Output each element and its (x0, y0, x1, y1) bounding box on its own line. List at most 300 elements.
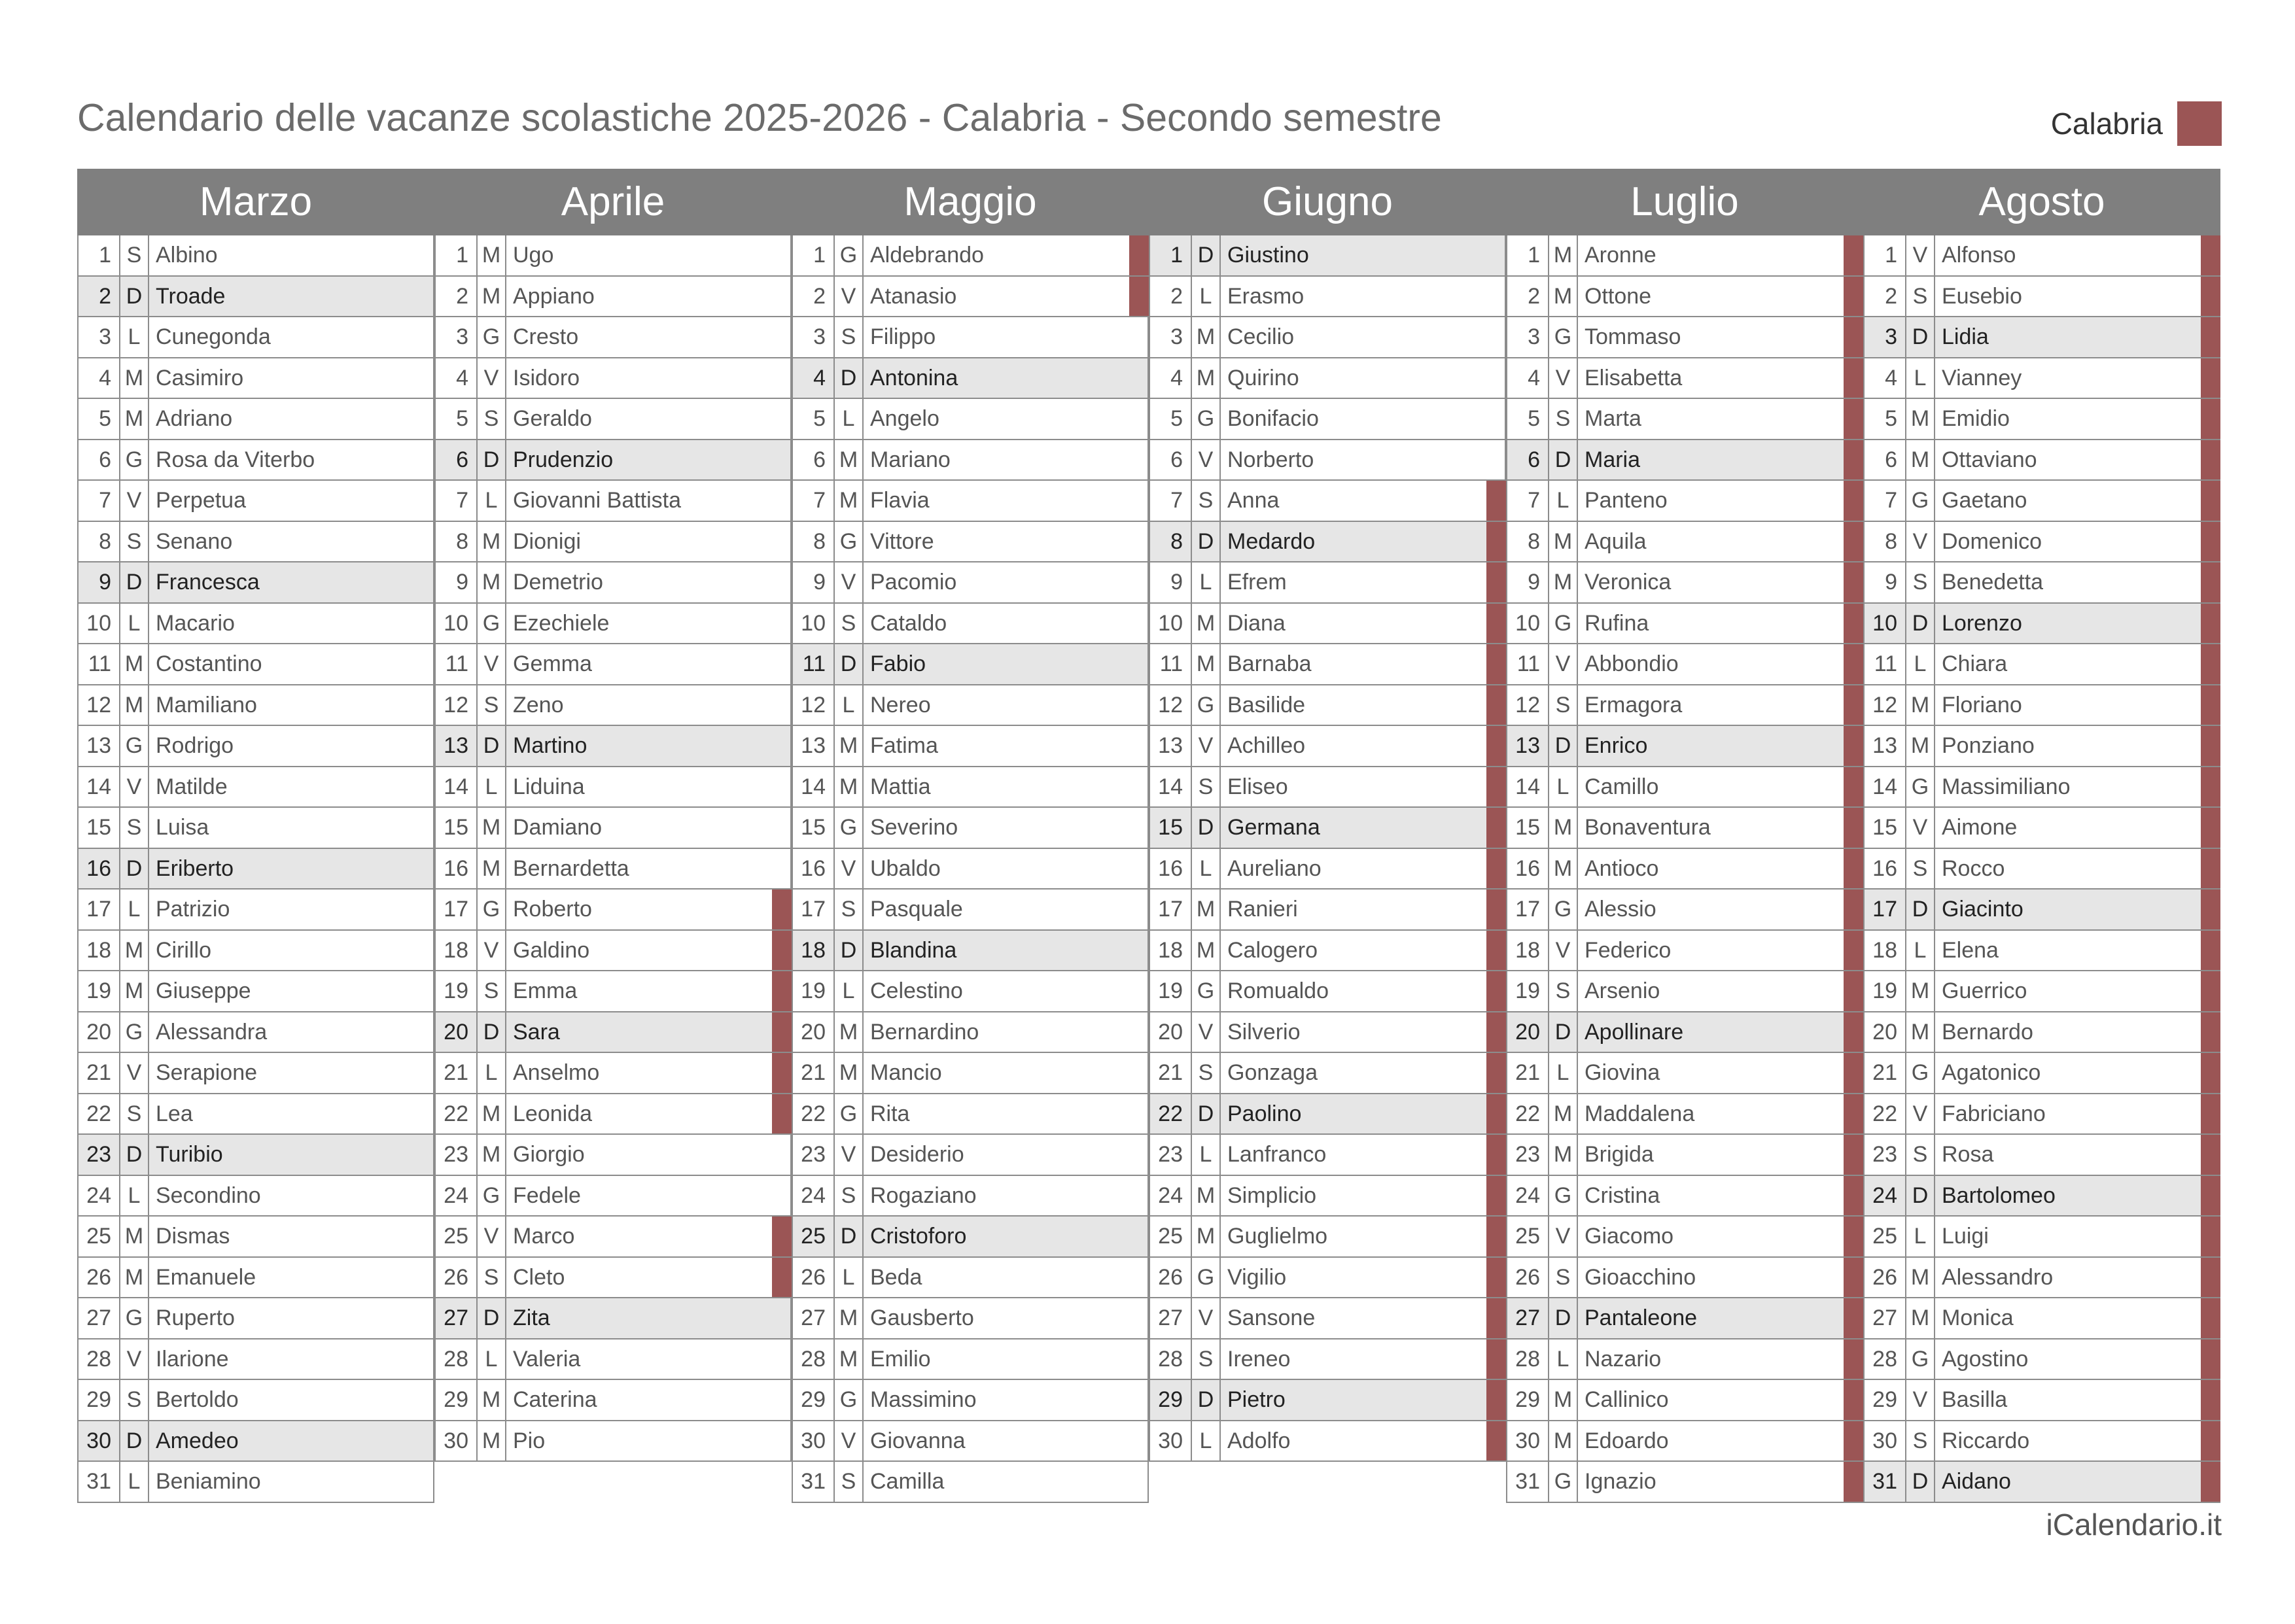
weekday-letter: L (1549, 1339, 1578, 1379)
saint-name: Adolfo (1221, 1421, 1506, 1461)
day-number: 31 (1507, 1462, 1549, 1502)
day-number: 17 (793, 890, 835, 929)
day-row (434, 971, 792, 1012)
saint-name: Erasmo (1221, 277, 1506, 317)
day-number: 10 (1150, 604, 1192, 644)
weekday-letter: D (835, 931, 864, 971)
day-row (792, 1012, 1149, 1054)
saint-name: Giovanna (864, 1421, 1149, 1461)
day-row (1506, 1094, 1863, 1135)
day-row (1506, 644, 1863, 685)
day-row (792, 931, 1149, 972)
day-number: 28 (1150, 1339, 1192, 1379)
holiday-marker (1844, 277, 1863, 317)
day-number: 12 (436, 685, 478, 725)
weekday-letter: D (1549, 1298, 1578, 1338)
day-number: 21 (1865, 1053, 1906, 1093)
day-number: 12 (1150, 685, 1192, 725)
holiday-marker (2201, 644, 2220, 684)
day-row (77, 481, 434, 522)
day-row (434, 1421, 792, 1462)
day-row (1506, 440, 1863, 481)
day-number: 25 (1507, 1217, 1549, 1256)
weekday-letter: M (1549, 277, 1578, 317)
saint-name: Gemma (506, 644, 792, 684)
day-number: 11 (1507, 644, 1549, 684)
day-row (1506, 1135, 1863, 1176)
weekday-letter: V (1192, 726, 1221, 766)
saint-name: Rosa da Viterbo (149, 440, 434, 480)
day-row (77, 808, 434, 849)
day-row (792, 522, 1149, 563)
day-number: 15 (436, 808, 478, 848)
saint-name: Norberto (1221, 440, 1506, 480)
weekday-letter: G (478, 604, 506, 644)
day-row (1149, 235, 1506, 277)
day-number: 29 (1865, 1380, 1906, 1420)
weekday-letter: D (120, 1421, 149, 1461)
day-number: 15 (1507, 808, 1549, 848)
saint-name: Bertoldo (149, 1380, 434, 1420)
holiday-marker (2201, 1380, 2220, 1420)
weekday-letter: D (1549, 1012, 1578, 1052)
day-row (77, 1217, 434, 1258)
day-number: 15 (1865, 808, 1906, 848)
weekday-letter: D (835, 644, 864, 684)
holiday-marker (1844, 1462, 1863, 1502)
weekday-letter: M (1906, 971, 1935, 1011)
day-row (1506, 358, 1863, 400)
saint-name: Emidio (1935, 399, 2220, 439)
weekday-letter: S (1192, 767, 1221, 807)
day-row (1149, 358, 1506, 400)
weekday-letter: D (120, 277, 149, 317)
weekday-letter: G (1549, 1176, 1578, 1216)
weekday-letter: M (120, 931, 149, 971)
day-number: 2 (79, 277, 120, 317)
day-row (434, 522, 792, 563)
saint-name: Fedele (506, 1176, 792, 1216)
saint-name: Antonina (864, 358, 1149, 398)
saint-name: Ottone (1578, 277, 1863, 317)
saint-name: Aldebrando (864, 235, 1149, 275)
weekday-letter: M (835, 440, 864, 480)
day-number: 13 (793, 726, 835, 766)
weekday-letter: M (1549, 1135, 1578, 1175)
saint-name: Caterina (506, 1380, 792, 1420)
weekday-letter: V (835, 849, 864, 889)
weekday-letter: L (835, 685, 864, 725)
day-row (1506, 971, 1863, 1012)
day-row (1863, 849, 2220, 890)
weekday-letter: L (1906, 358, 1935, 398)
saint-name: Alfonso (1935, 235, 2220, 275)
month-header: Aprile (434, 169, 792, 235)
footer-brand: iCalendario.it (2046, 1508, 2222, 1542)
holiday-marker (1844, 522, 1863, 562)
legend (2051, 101, 2222, 147)
day-row (792, 726, 1149, 767)
day-number: 28 (436, 1339, 478, 1379)
day-row (434, 1094, 792, 1135)
day-row (1863, 931, 2220, 972)
holiday-marker (1486, 971, 1506, 1011)
day-number: 24 (1150, 1176, 1192, 1216)
holiday-marker (1844, 726, 1863, 766)
saint-name: Nereo (864, 685, 1149, 725)
saint-name: Bonifacio (1221, 399, 1506, 439)
day-row (434, 317, 792, 358)
holiday-marker (1486, 604, 1506, 644)
saint-name: Mariano (864, 440, 1149, 480)
day-number: 1 (1865, 235, 1906, 275)
day-row (1506, 481, 1863, 522)
saint-name: Bonaventura (1578, 808, 1863, 848)
day-row (434, 808, 792, 849)
weekday-letter: S (1906, 1421, 1935, 1461)
day-number: 7 (79, 481, 120, 521)
day-row (434, 1298, 792, 1339)
day-number: 22 (793, 1094, 835, 1134)
day-number: 14 (1150, 767, 1192, 807)
day-number: 9 (1150, 562, 1192, 602)
day-row (77, 235, 434, 277)
weekday-letter: D (478, 440, 506, 480)
saint-name: Bernardo (1935, 1012, 2220, 1052)
weekday-letter: V (1549, 931, 1578, 971)
day-number: 11 (1150, 644, 1192, 684)
day-number: 8 (1150, 522, 1192, 562)
day-row (1149, 1217, 1506, 1258)
day-row (792, 767, 1149, 808)
weekday-letter: L (1192, 849, 1221, 889)
day-list (77, 235, 434, 1503)
day-number: 13 (436, 726, 478, 766)
saint-name: Eriberto (149, 849, 434, 889)
saint-name: Maddalena (1578, 1094, 1863, 1134)
holiday-marker (2201, 481, 2220, 521)
saint-name: Callinico (1578, 1380, 1863, 1420)
month-column-giugno (1149, 169, 1506, 1462)
day-row (77, 358, 434, 400)
day-number: 26 (793, 1258, 835, 1298)
day-number: 28 (793, 1339, 835, 1379)
saint-name: Guglielmo (1221, 1217, 1506, 1256)
saint-name: Patrizio (149, 890, 434, 929)
weekday-letter: G (1549, 890, 1578, 929)
holiday-marker (1129, 235, 1149, 275)
saint-name: Alessandro (1935, 1258, 2220, 1298)
day-row (77, 1012, 434, 1054)
saint-name: Efrem (1221, 562, 1506, 602)
holiday-marker (2201, 1012, 2220, 1052)
holiday-marker (1844, 1094, 1863, 1134)
weekday-letter: V (1549, 358, 1578, 398)
saint-name: Apollinare (1578, 1012, 1863, 1052)
weekday-letter: S (835, 1176, 864, 1216)
day-row (1149, 1012, 1506, 1054)
saint-name: Germana (1221, 808, 1506, 848)
saint-name: Abbondio (1578, 644, 1863, 684)
day-number: 11 (79, 644, 120, 684)
weekday-letter: S (120, 1380, 149, 1420)
day-number: 1 (436, 235, 478, 275)
weekday-letter: V (478, 358, 506, 398)
day-row (77, 890, 434, 931)
holiday-marker (1844, 1176, 1863, 1216)
saint-name: Silverio (1221, 1012, 1506, 1052)
day-number: 9 (1507, 562, 1549, 602)
day-row (1149, 1380, 1506, 1421)
day-row (792, 235, 1149, 277)
day-row (77, 440, 434, 481)
day-number: 27 (793, 1298, 835, 1338)
holiday-marker (1486, 1176, 1506, 1216)
day-number: 26 (436, 1258, 478, 1298)
day-number: 12 (1865, 685, 1906, 725)
holiday-marker (1486, 808, 1506, 848)
day-row (77, 1298, 434, 1339)
saint-name: Filippo (864, 317, 1149, 357)
weekday-letter: D (835, 358, 864, 398)
saint-name: Rogaziano (864, 1176, 1149, 1216)
saint-name: Zeno (506, 685, 792, 725)
weekday-letter: V (478, 1217, 506, 1256)
holiday-marker (1486, 1380, 1506, 1420)
day-number: 2 (1507, 277, 1549, 317)
saint-name: Aimone (1935, 808, 2220, 848)
day-number: 27 (1507, 1298, 1549, 1338)
saint-name: Ottaviano (1935, 440, 2220, 480)
day-number: 30 (1507, 1421, 1549, 1461)
weekday-letter: M (120, 358, 149, 398)
weekday-letter: V (1906, 808, 1935, 848)
day-row (1863, 1339, 2220, 1381)
weekday-letter: M (478, 1421, 506, 1461)
month-header: Agosto (1863, 169, 2220, 235)
weekday-letter: L (1906, 931, 1935, 971)
weekday-letter: M (1906, 399, 1935, 439)
day-row (77, 644, 434, 685)
weekday-letter: M (1192, 604, 1221, 644)
day-number: 14 (436, 767, 478, 807)
saint-name: Isidoro (506, 358, 792, 398)
day-number: 31 (79, 1462, 120, 1502)
day-number: 13 (1150, 726, 1192, 766)
saint-name: Turibio (149, 1135, 434, 1175)
day-row (434, 1339, 792, 1381)
saint-name: Cecilio (1221, 317, 1506, 357)
day-number: 13 (79, 726, 120, 766)
holiday-marker (2201, 1053, 2220, 1093)
day-number: 19 (793, 971, 835, 1011)
day-number: 31 (1865, 1462, 1906, 1502)
saint-name: Demetrio (506, 562, 792, 602)
weekday-letter: S (835, 317, 864, 357)
holiday-marker (2201, 1339, 2220, 1379)
day-row (1863, 1053, 2220, 1094)
weekday-letter: V (1906, 1380, 1935, 1420)
day-number: 8 (436, 522, 478, 562)
day-row (1506, 1298, 1863, 1339)
weekday-letter: L (835, 1258, 864, 1298)
day-number: 21 (793, 1053, 835, 1093)
day-row (792, 808, 1149, 849)
weekday-letter: V (835, 1135, 864, 1175)
day-number: 29 (436, 1380, 478, 1420)
day-number: 18 (79, 931, 120, 971)
weekday-letter: S (1549, 1258, 1578, 1298)
weekday-letter: G (1192, 685, 1221, 725)
holiday-marker (1844, 1217, 1863, 1256)
day-row (792, 440, 1149, 481)
day-number: 11 (436, 644, 478, 684)
day-row (1149, 685, 1506, 727)
saint-name: Vigilio (1221, 1258, 1506, 1298)
weekday-letter: G (1549, 317, 1578, 357)
holiday-marker (1844, 317, 1863, 357)
weekday-letter: S (835, 1462, 864, 1502)
saint-name: Quirino (1221, 358, 1506, 398)
saint-name: Edoardo (1578, 1421, 1863, 1461)
weekday-letter: S (835, 604, 864, 644)
saint-name: Alessandra (149, 1012, 434, 1052)
saint-name: Dionigi (506, 522, 792, 562)
day-row (434, 481, 792, 522)
day-number: 22 (1507, 1094, 1549, 1134)
saint-name: Luisa (149, 808, 434, 848)
day-number: 12 (793, 685, 835, 725)
day-number: 20 (1150, 1012, 1192, 1052)
day-number: 24 (79, 1176, 120, 1216)
holiday-marker (1486, 726, 1506, 766)
holiday-marker (2201, 726, 2220, 766)
weekday-letter: V (1192, 440, 1221, 480)
holiday-marker (1486, 1094, 1506, 1134)
saint-name: Fatima (864, 726, 1149, 766)
day-row (1506, 767, 1863, 808)
day-number: 20 (79, 1012, 120, 1052)
holiday-marker (2201, 931, 2220, 971)
weekday-letter: D (1192, 808, 1221, 848)
saint-name: Basilla (1935, 1380, 2220, 1420)
weekday-letter: G (120, 440, 149, 480)
saint-name: Giacinto (1935, 890, 2220, 929)
weekday-letter: M (1906, 685, 1935, 725)
day-number: 14 (1507, 767, 1549, 807)
weekday-letter: G (1906, 1053, 1935, 1093)
day-number: 9 (436, 562, 478, 602)
day-row (77, 277, 434, 318)
saint-name: Flavia (864, 481, 1149, 521)
day-row (1506, 522, 1863, 563)
day-number: 28 (79, 1339, 120, 1379)
weekday-letter: M (1549, 1380, 1578, 1420)
day-row (434, 1380, 792, 1421)
day-row (1149, 1176, 1506, 1217)
weekday-letter: S (1192, 481, 1221, 521)
day-row (1149, 644, 1506, 685)
weekday-letter: D (835, 1217, 864, 1256)
day-number: 8 (1507, 522, 1549, 562)
day-row (1506, 931, 1863, 972)
saint-name: Vianney (1935, 358, 2220, 398)
day-number: 26 (1507, 1258, 1549, 1298)
saint-name: Amedeo (149, 1421, 434, 1461)
holiday-marker (2201, 1217, 2220, 1256)
weekday-letter: L (835, 971, 864, 1011)
saint-name: Barnaba (1221, 644, 1506, 684)
day-number: 3 (1150, 317, 1192, 357)
day-list (434, 235, 792, 1462)
day-row (1506, 1380, 1863, 1421)
day-row (792, 604, 1149, 645)
weekday-letter: V (1906, 522, 1935, 562)
holiday-marker (1486, 1135, 1506, 1175)
holiday-marker (2201, 971, 2220, 1011)
day-row (1149, 481, 1506, 522)
weekday-letter: S (1549, 685, 1578, 725)
holiday-marker (1486, 1053, 1506, 1093)
weekday-letter: M (120, 971, 149, 1011)
day-row (792, 1380, 1149, 1421)
weekday-letter: M (120, 685, 149, 725)
day-number: 5 (1150, 399, 1192, 439)
holiday-marker (1486, 1298, 1506, 1338)
saint-name: Secondino (149, 1176, 434, 1216)
day-number: 8 (79, 522, 120, 562)
day-row (77, 522, 434, 563)
weekday-letter: M (478, 1094, 506, 1134)
saint-name: Anselmo (506, 1053, 792, 1093)
holiday-marker (1486, 481, 1506, 521)
weekday-letter: D (1192, 235, 1221, 275)
saint-name: Ezechiele (506, 604, 792, 644)
saint-name: Anna (1221, 481, 1506, 521)
saint-name: Giorgio (506, 1135, 792, 1175)
holiday-marker (2201, 604, 2220, 644)
day-number: 29 (1507, 1380, 1549, 1420)
weekday-letter: M (1549, 522, 1578, 562)
weekday-letter: D (478, 1012, 506, 1052)
day-number: 3 (1865, 317, 1906, 357)
weekday-letter: M (478, 562, 506, 602)
saint-name: Gonzaga (1221, 1053, 1506, 1093)
saint-name: Troade (149, 277, 434, 317)
day-number: 27 (1150, 1298, 1192, 1338)
calendar-grid (77, 169, 2220, 1503)
weekday-letter: D (1906, 317, 1935, 357)
saint-name: Mancio (864, 1053, 1149, 1093)
holiday-marker (772, 931, 792, 971)
weekday-letter: M (835, 1012, 864, 1052)
day-row (434, 277, 792, 318)
day-number: 30 (79, 1421, 120, 1461)
saint-name: Cristoforo (864, 1217, 1149, 1256)
saint-name: Rocco (1935, 849, 2220, 889)
weekday-letter: G (835, 235, 864, 275)
day-number: 25 (793, 1217, 835, 1256)
saint-name: Casimiro (149, 358, 434, 398)
saint-name: Tommaso (1578, 317, 1863, 357)
day-list (1506, 235, 1863, 1503)
saint-name: Appiano (506, 277, 792, 317)
saint-name: Eusebio (1935, 277, 2220, 317)
day-row (792, 890, 1149, 931)
saint-name: Pantaleone (1578, 1298, 1863, 1338)
day-number: 15 (793, 808, 835, 848)
day-number: 25 (79, 1217, 120, 1256)
